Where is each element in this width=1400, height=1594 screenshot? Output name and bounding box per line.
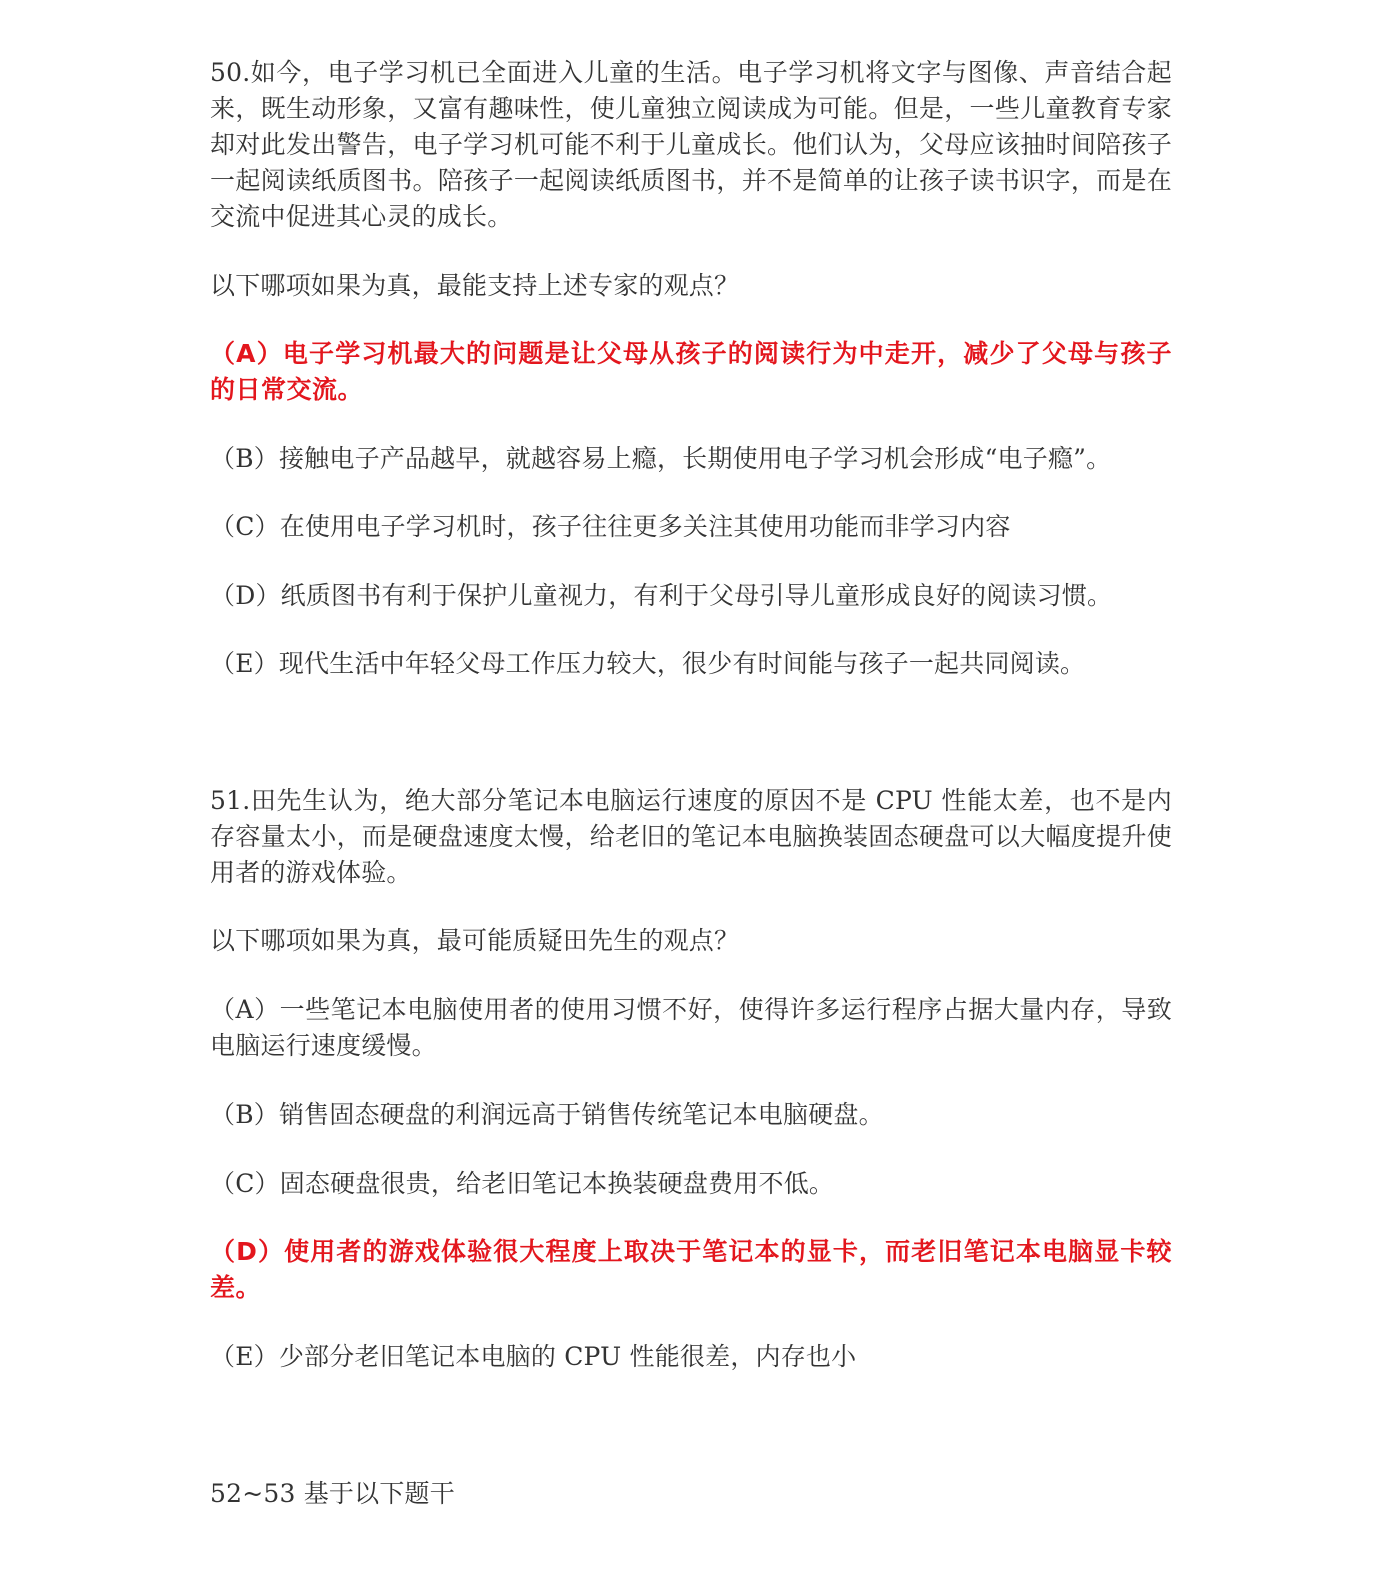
q50-question: 以下哪项如果为真，最能支持上述专家的观点？ <box>210 271 740 300</box>
q50-option-e: （E）现代生活中年轻父母工作压力较大，很少有时间能与孩子一起共同阅读。 <box>210 649 1086 678</box>
q51-stem: 51.田先生认为，绝大部分笔记本电脑运行速度的原因不是 CPU 性能太差，也不是内存容量太小，而是硬盘速度太慢，给老旧的笔记本电脑换装固态硬盘可以大幅度提升使用者的游戏体验。 <box>210 786 1172 887</box>
q51-option-b: （B）销售固态硬盘的利润远高于销售传统笔记本电脑硬盘。 <box>210 1100 884 1129</box>
q51-option-e: （E）少部分老旧笔记本电脑的 CPU 性能很差，内存也小 <box>210 1342 857 1371</box>
q51-option-d-answer: （D）使用者的游戏体验很大程度上取决于笔记本的显卡，而老旧笔记本电脑显卡较差。 <box>210 1237 1172 1302</box>
q51-option-c: （C）固态硬盘很贵，给老旧笔记本换装硬盘费用不低。 <box>210 1169 835 1198</box>
q50-option-d: （D）纸质图书有利于保护儿童视力，有利于父母引导儿童形成良好的阅读习惯。 <box>210 581 1113 610</box>
next-section-heading: 52~53 基于以下题干 <box>210 1479 455 1508</box>
q50-option-b: （B）接触电子产品越早，就越容易上瘾，长期使用电子学习机会形成“电子瘾”。 <box>210 444 1112 473</box>
q51-option-a: （A）一些笔记本电脑使用者的使用习惯不好，使得许多运行程序占据大量内存，导致电脑运行速度缓慢。 <box>210 995 1172 1060</box>
q50-option-c: （C）在使用电子学习机时，孩子往往更多关注其使用功能而非学习内容 <box>210 512 1011 541</box>
q50-option-a-answer: （A）电子学习机最大的问题是让父母从孩子的阅读行为中走开，减少了父母与孩子的日常交流。 <box>210 339 1172 404</box>
q50-stem: 50.如今，电子学习机已全面进入儿童的生活。电子学习机将文字与图像、声音结合起来，既生动形象，又富有趣味性，使儿童独立阅读成为可能。但是，一些儿童教育专家却对此发出警告，电子学习机可能不利于儿童成长。他们认为，父母应该抽时间陪孩子一起阅读纸质图书。陪孩子一起阅读纸质图书，并不是简单的让孩子读书识字，而是在交流中促进其心灵的成长。 <box>210 58 1172 231</box>
q51-question: 以下哪项如果为真，最可能质疑田先生的观点？ <box>210 926 740 955</box>
